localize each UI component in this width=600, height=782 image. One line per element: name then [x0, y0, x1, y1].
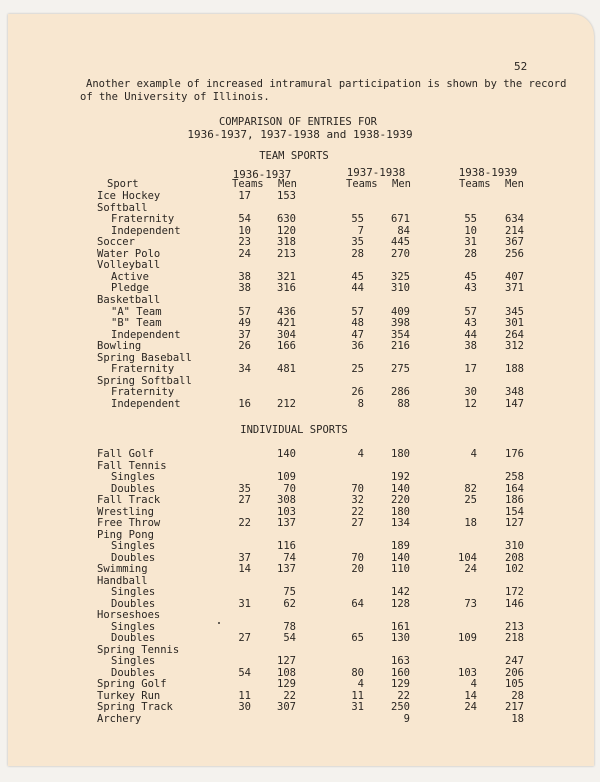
teams-cell: 26	[351, 386, 364, 399]
sport-label: Wrestling	[97, 505, 154, 518]
sport-label: Ping Pong	[97, 528, 154, 541]
teams-cell: 22	[351, 505, 364, 518]
men-cell: 264	[505, 328, 524, 341]
sport-label: Horseshoes	[97, 609, 161, 621]
sport-label: Soccer	[97, 236, 135, 249]
sport-label: Turkey Run	[97, 689, 161, 702]
men-cell: 54	[283, 632, 296, 644]
sport-label: Handball	[97, 574, 148, 587]
sport-label: Swimming	[97, 563, 148, 575]
teams-cell: 32	[351, 494, 364, 506]
men-cell: 102	[505, 563, 524, 575]
men-cell: 22	[283, 689, 296, 702]
table-row	[0, 386, 600, 398]
teams-cell: 45	[351, 270, 364, 283]
table-row	[0, 190, 600, 202]
men-cell: 160	[391, 666, 410, 679]
table-row	[0, 483, 600, 495]
table-row	[0, 213, 600, 225]
teams-cell: 45	[464, 270, 477, 283]
men-cell: 110	[391, 563, 410, 575]
men-cell: 142	[391, 586, 410, 598]
men-cell: 62	[283, 597, 296, 610]
sport-label: Volleyball	[97, 259, 161, 272]
teams-cell: 35	[238, 482, 251, 495]
men-cell: 671	[391, 213, 410, 226]
teams-cell: 24	[464, 563, 477, 575]
table-row	[0, 494, 600, 506]
teams-cell: 82	[464, 482, 477, 495]
men-cell: 127	[277, 655, 296, 667]
teams-cell: 31	[351, 701, 364, 713]
sport-label: Doubles	[111, 632, 156, 644]
men-cell: 176	[505, 448, 524, 460]
men-cell: 325	[391, 270, 410, 283]
men-cell: 70	[283, 482, 296, 495]
teams-cell: 38	[238, 270, 251, 283]
teams-cell: 25	[464, 494, 477, 506]
men-cell: 436	[277, 305, 296, 318]
intro-line-2: of the University of Illinois.	[80, 91, 270, 103]
men-cell: 88	[397, 397, 410, 410]
teams-cell: 54	[238, 213, 251, 226]
men-cell: 206	[505, 666, 524, 679]
teams-cell: 44	[464, 328, 477, 341]
men-cell: 140	[277, 448, 296, 460]
men-cell: 318	[277, 236, 296, 249]
table-row	[0, 575, 600, 587]
teams-cell: 64	[351, 597, 364, 610]
sport-label: Independent	[111, 328, 181, 341]
ink-speck	[218, 622, 220, 624]
page-number: 52	[514, 60, 528, 73]
men-cell: 189	[391, 540, 410, 552]
team-sports-heading: TEAM SPORTS	[259, 150, 329, 162]
teams-cell: 24	[238, 247, 251, 260]
teams-cell: 70	[351, 551, 364, 564]
teams-cell: 55	[351, 213, 364, 226]
men-cell: 84	[397, 224, 410, 237]
sport-label: Archery	[97, 712, 142, 725]
teams-cell: 30	[238, 701, 251, 713]
teams-cell: 30	[464, 386, 477, 399]
teams-cell: 31	[238, 597, 251, 610]
men-cell: 348	[505, 386, 524, 399]
men-cell: 216	[391, 340, 410, 353]
men-cell: 213	[505, 620, 524, 633]
table-row	[0, 306, 600, 318]
men-cell: 192	[391, 471, 410, 483]
sport-label: Singles	[111, 471, 156, 483]
sport-label: Fraternity	[111, 386, 175, 399]
men-cell: 166	[277, 340, 296, 353]
table-title: COMPARISON OF ENTRIES FOR	[218, 116, 378, 128]
men-cell: 213	[277, 247, 296, 260]
table-row	[0, 282, 600, 294]
teams-cell: 54	[238, 666, 251, 679]
intro-line-1: Another example of increased intramural participation is shown by the record	[86, 78, 567, 90]
men-cell: 218	[505, 632, 524, 644]
teams-cell: 57	[464, 305, 477, 318]
teams-cell: 103	[458, 666, 477, 679]
sport-label: Independent	[111, 397, 181, 410]
teams-cell: 37	[238, 551, 251, 564]
men-cell: 310	[505, 540, 524, 552]
men-cell: 108	[277, 666, 296, 679]
men-cell: 153	[277, 190, 296, 202]
sport-label: Water Polo	[97, 247, 161, 260]
table-row	[0, 329, 600, 341]
teams-cell: 10	[464, 224, 477, 237]
teams-cell: 20	[351, 563, 364, 575]
teams-cell: 4	[357, 448, 364, 460]
men-cell: 208	[505, 551, 524, 564]
table-row	[0, 563, 600, 575]
teams-cell: 23	[238, 236, 251, 249]
sport-label: Fall Golf	[97, 448, 154, 460]
teams-cell: 109	[458, 632, 477, 644]
table-row	[0, 678, 600, 690]
teams-cell: 48	[351, 317, 364, 330]
men-cell: 186	[505, 494, 524, 506]
teams-cell: 18	[464, 517, 477, 529]
table-row	[0, 552, 600, 564]
teams-cell: 14	[464, 689, 477, 702]
teams-cell: 65	[351, 632, 364, 644]
teams-cell: 44	[351, 282, 364, 295]
men-cell: 75	[283, 586, 296, 598]
men-cell: 9	[403, 712, 410, 725]
men-cell: 140	[391, 482, 410, 495]
table-row	[0, 317, 600, 329]
teams-cell: 34	[238, 363, 251, 376]
sport-label: Free Throw	[97, 517, 161, 529]
men-cell: 120	[277, 224, 296, 237]
men-cell: 407	[505, 270, 524, 283]
teams-cell: 28	[464, 247, 477, 260]
men-cell: 154	[505, 505, 524, 518]
sport-label: "A" Team	[111, 305, 162, 318]
teams-cell: 73	[464, 597, 477, 610]
teams-cell: 57	[238, 305, 251, 318]
men-cell: 345	[505, 305, 524, 318]
men-cell: 146	[505, 597, 524, 610]
men-cell: 212	[277, 397, 296, 410]
men-cell: 258	[505, 471, 524, 483]
sport-label: Independent	[111, 224, 181, 237]
table-row	[0, 340, 600, 352]
table-row	[0, 294, 600, 306]
table-row	[0, 540, 600, 552]
teams-cell: 80	[351, 666, 364, 679]
table-row	[0, 517, 600, 529]
men-cell: 275	[391, 363, 410, 376]
men-cell: 180	[391, 505, 410, 518]
men-cell: 116	[277, 540, 296, 552]
teams-cell: 22	[238, 517, 251, 529]
teams-cell: 49	[238, 317, 251, 330]
men-cell: 109	[277, 471, 296, 483]
teams-cell: 47	[351, 328, 364, 341]
men-cell: 140	[391, 551, 410, 564]
sport-label: "B" Team	[111, 317, 162, 330]
men-cell: 445	[391, 236, 410, 249]
sport-label: Spring Golf	[97, 678, 167, 690]
sport-label: Softball	[97, 201, 148, 214]
sport-label: Spring Baseball	[97, 351, 192, 364]
men-cell: 286	[391, 386, 410, 399]
table-row	[0, 352, 600, 364]
teams-cell: 35	[351, 236, 364, 249]
sport-label: Doubles	[111, 551, 156, 564]
sport-label: Spring Tennis	[97, 643, 180, 656]
teams-cell: 24	[464, 701, 477, 713]
teams-cell: 17	[238, 190, 251, 202]
teams-cell: 4	[357, 678, 364, 690]
table-row	[0, 202, 600, 214]
men-cell: 129	[391, 678, 410, 690]
men-cell: 217	[505, 701, 524, 713]
men-cell: 172	[505, 586, 524, 598]
men-cell: 22	[397, 689, 410, 702]
teams-cell: 37	[238, 328, 251, 341]
men-cell: 78	[283, 620, 296, 633]
sport-label: Doubles	[111, 666, 156, 679]
men-cell: 421	[277, 317, 296, 330]
teams-cell: 28	[351, 247, 364, 260]
men-cell: 630	[277, 213, 296, 226]
table-row	[0, 225, 600, 237]
men-cell: 18	[511, 712, 524, 725]
table-row	[0, 655, 600, 667]
men-cell: 321	[277, 270, 296, 283]
teams-cell: 26	[238, 340, 251, 353]
men-cell: 188	[505, 363, 524, 376]
men-cell: 28	[511, 689, 524, 702]
sport-column-header: Sport	[107, 178, 139, 190]
men-header-2: Men	[392, 178, 411, 190]
table-row	[0, 632, 600, 644]
men-cell: 409	[391, 305, 410, 318]
teams-cell: 4	[470, 678, 477, 690]
table-row	[0, 609, 600, 621]
men-cell: 137	[277, 563, 296, 575]
men-cell: 74	[283, 551, 296, 564]
teams-cell: 27	[351, 517, 364, 529]
teams-cell: 43	[464, 317, 477, 330]
sport-label: Ice Hockey	[97, 190, 161, 202]
teams-cell: 43	[464, 282, 477, 295]
teams-cell: 10	[238, 224, 251, 237]
table-row	[0, 598, 600, 610]
teams-cell: 8	[357, 397, 364, 410]
men-cell: 304	[277, 328, 296, 341]
teams-cell: 4	[470, 448, 477, 460]
men-cell: 147	[505, 397, 524, 410]
teams-cell: 7	[357, 224, 364, 237]
table-row	[0, 529, 600, 541]
table-subtitle: 1936-1937, 1937-1938 and 1938-1939	[187, 128, 413, 141]
year-header-1938: 1938-1939	[458, 166, 518, 179]
men-cell: 310	[391, 282, 410, 295]
sport-label: Bowling	[97, 340, 142, 353]
sport-label: Singles	[111, 620, 156, 633]
sport-label: Pledge	[111, 282, 149, 295]
teams-header-3: Teams	[459, 178, 491, 190]
table-row	[0, 586, 600, 598]
men-cell: 163	[391, 655, 410, 667]
teams-cell: 38	[238, 282, 251, 295]
teams-cell: 16	[238, 397, 251, 410]
table-row	[0, 271, 600, 283]
table-row	[0, 363, 600, 375]
teams-cell: 57	[351, 305, 364, 318]
table-row	[0, 701, 600, 713]
teams-cell: 70	[351, 482, 364, 495]
men-cell: 301	[505, 317, 524, 330]
men-cell: 398	[391, 317, 410, 330]
table-row	[0, 713, 600, 725]
men-cell: 256	[505, 247, 524, 260]
teams-cell: 55	[464, 213, 477, 226]
men-cell: 247	[505, 655, 524, 667]
table-row	[0, 690, 600, 702]
men-cell: 161	[391, 620, 410, 633]
teams-cell: 12	[464, 397, 477, 410]
year-header-1936: 1936-1937	[232, 168, 292, 181]
sport-label: Doubles	[111, 597, 156, 610]
table-row	[0, 460, 600, 472]
men-cell: 634	[505, 213, 524, 226]
men-cell: 164	[505, 482, 524, 495]
year-header-1937: 1937-1938	[346, 166, 406, 179]
men-cell: 371	[505, 282, 524, 295]
table-row	[0, 506, 600, 518]
men-cell: 129	[277, 678, 296, 690]
teams-cell: 25	[351, 363, 364, 376]
table-row	[0, 667, 600, 679]
sport-label: Fraternity	[111, 363, 175, 376]
table-row	[0, 375, 600, 387]
men-cell: 214	[505, 224, 524, 237]
teams-cell: 104	[458, 551, 477, 564]
men-cell: 312	[505, 340, 524, 353]
sport-label: Active	[111, 270, 149, 283]
sport-label: Singles	[111, 540, 156, 552]
men-cell: 128	[391, 597, 410, 610]
men-cell: 307	[277, 701, 296, 713]
men-cell: 354	[391, 328, 410, 341]
men-cell: 105	[505, 678, 524, 690]
teams-cell: 11	[351, 689, 364, 702]
men-cell: 103	[277, 505, 296, 518]
teams-cell: 17	[464, 363, 477, 376]
men-cell: 220	[391, 494, 410, 506]
table-row	[0, 644, 600, 656]
sport-label: Fraternity	[111, 213, 175, 226]
men-cell: 137	[277, 517, 296, 529]
teams-cell: 38	[464, 340, 477, 353]
sport-label: Fall Track	[97, 494, 161, 506]
men-cell: 250	[391, 701, 410, 713]
men-cell: 180	[391, 448, 410, 460]
teams-header-1: Teams	[232, 178, 264, 190]
men-cell: 481	[277, 363, 296, 376]
men-cell: 134	[391, 517, 410, 529]
sport-label: Doubles	[111, 482, 156, 495]
teams-cell: 27	[238, 494, 251, 506]
sport-label: Singles	[111, 586, 156, 598]
sport-label: Fall Tennis	[97, 459, 167, 472]
teams-cell: 14	[238, 563, 251, 575]
men-cell: 367	[505, 236, 524, 249]
individual-sports-heading: INDIVIDUAL SPORTS	[240, 424, 348, 436]
table-row	[0, 448, 600, 460]
teams-cell: 31	[464, 236, 477, 249]
teams-header-2: Teams	[346, 178, 378, 190]
men-cell: 130	[391, 632, 410, 644]
sport-label: Singles	[111, 655, 156, 667]
table-row	[0, 259, 600, 271]
table-row	[0, 621, 600, 633]
men-cell: 316	[277, 282, 296, 295]
men-header-1: Men	[278, 178, 297, 190]
sport-label: Basketball	[97, 293, 161, 306]
teams-cell: 36	[351, 340, 364, 353]
teams-cell: 11	[238, 689, 251, 702]
sport-label: Spring Track	[97, 701, 173, 713]
men-cell: 270	[391, 247, 410, 260]
table-row	[0, 471, 600, 483]
teams-cell: 27	[238, 632, 251, 644]
men-cell: 308	[277, 494, 296, 506]
table-row	[0, 236, 600, 248]
men-header-3: Men	[505, 178, 524, 190]
men-cell: 127	[505, 517, 524, 529]
table-row	[0, 248, 600, 260]
table-row	[0, 398, 600, 410]
sport-label: Spring Softball	[97, 374, 192, 387]
